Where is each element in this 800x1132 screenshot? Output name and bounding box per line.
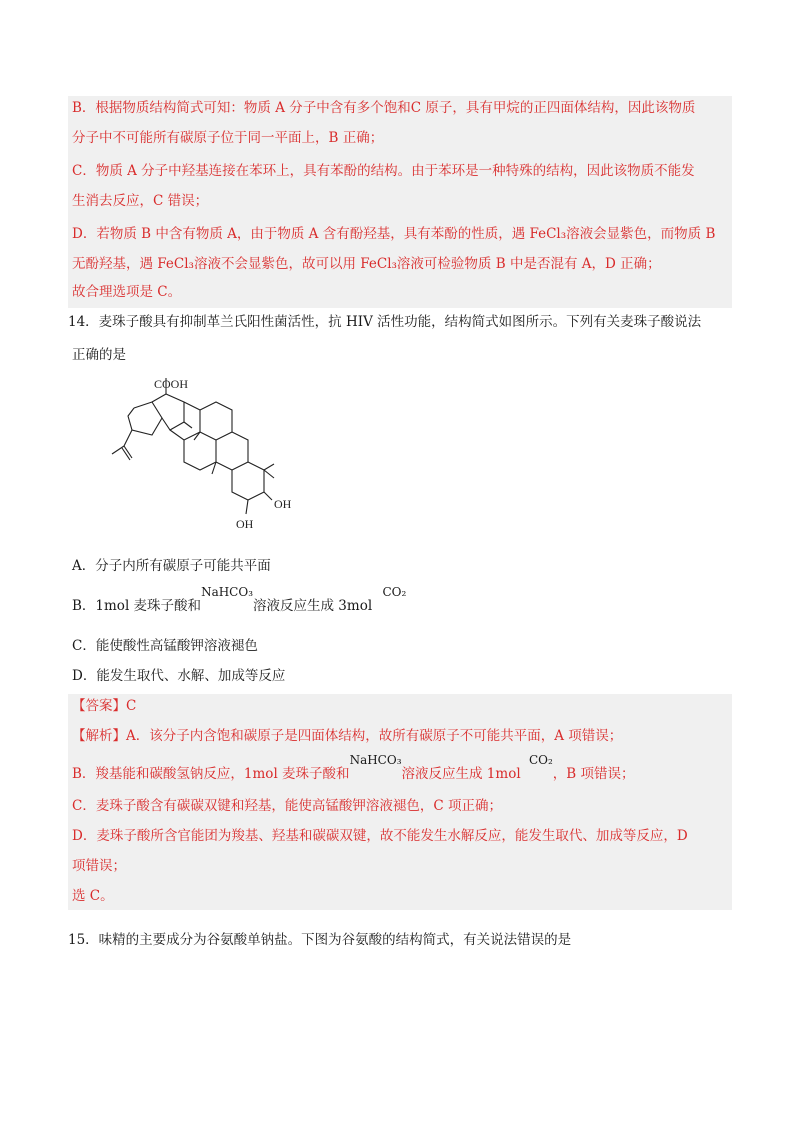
- molecule-bonds: [112, 378, 274, 514]
- co2-formula: CO₂: [382, 585, 407, 599]
- analysis-a-text: A．该分子内含饱和碳原子是四面体结构，故所有碳原子不可能共平面，A 项错误；: [126, 728, 623, 744]
- option-a: A．分子内所有碳原子可能共平面: [72, 558, 271, 574]
- analysis-b: [72, 753, 732, 784]
- analysis-conclusion: 选 C。: [72, 888, 114, 904]
- text-line: 故合理选项是 C。: [72, 284, 182, 300]
- answer-block-14: [68, 694, 732, 910]
- text-line: B．根据物质结构简式可知：物质 A 分子中含有多个饱和C 原子，具有甲烷的正四面体结构，因此该物质: [72, 100, 696, 116]
- molecule-structure-diagram: [96, 374, 296, 539]
- nahco3-formula: NaHCO₃: [201, 585, 254, 599]
- cooh-label: COOH: [154, 377, 189, 391]
- question-14-stem-cont: 正确的是: [72, 347, 126, 363]
- analysis-a: [72, 726, 732, 746]
- question-14-stem: 14．麦珠子酸具有抑制革兰氏阳性菌活性，抗 HIV 活性功能，结构简式如图所示。下列有关麦珠子酸说法: [68, 314, 702, 330]
- option-d: D．能发生取代、水解、加成等反应: [72, 668, 286, 684]
- oh-label: OH: [274, 497, 292, 511]
- option-c: C．能使酸性高锰酸钾溶液褪色: [72, 638, 258, 654]
- text-line: 分子中不可能所有碳原子位于同一平面上，B 正确；: [72, 130, 384, 146]
- oh-label: OH: [236, 517, 254, 531]
- text-line: C．物质 A 分子中羟基连接在苯环上，具有苯酚的结构。由于苯环是一种特殊的结构，因此该物质不能发: [72, 163, 695, 179]
- analysis-d: D．麦珠子酸所含官能团为羧基、羟基和碳碳双键，故不能发生水解反应，能发生取代、加成等反应，D: [72, 828, 688, 844]
- option-b-text: 溶液反应生成 3mol: [253, 598, 373, 614]
- question-15-stem: 15．味精的主要成分为谷氨酸单钠盐。下图为谷氨酸的结构简式，有关说法错误的是: [68, 932, 572, 948]
- analysis-label: 【解析】: [72, 728, 126, 744]
- option-b: [72, 585, 407, 616]
- co2-formula: CO₂: [528, 753, 553, 767]
- text-line: 生消去反应，C 错误；: [72, 193, 209, 209]
- answer-line: 【答案】C: [72, 698, 137, 714]
- option-b-text: B．1mol 麦珠子酸和: [72, 598, 202, 614]
- nahco3-formula: NaHCO₃: [349, 753, 402, 767]
- analysis-d-cont: 项错误；: [72, 858, 126, 874]
- analysis-c: C．麦珠子酸含有碳碳双键和羟基，能使高锰酸钾溶液褪色，C 项正确；: [72, 798, 502, 814]
- analysis-b-text: B．羧基能和碳酸氢钠反应，1mol 麦珠子酸和: [72, 766, 350, 782]
- analysis-b-text: 溶液反应生成 1mol: [401, 766, 521, 782]
- text-line: 无酚羟基，遇 FeCl₃溶液不会显紫色，故可以用 FeCl₃溶液可检验物质 B 中是否混有 A，D 正确；: [72, 256, 661, 272]
- analysis-b-text: ，B 项错误；: [552, 766, 635, 782]
- explanation-block-13: [68, 96, 732, 308]
- text-line: D．若物质 B 中含有物质 A，由于物质 A 含有酚羟基，具有苯酚的性质，遇 FeCl₃溶液会显紫色，而物质 B: [72, 226, 716, 242]
